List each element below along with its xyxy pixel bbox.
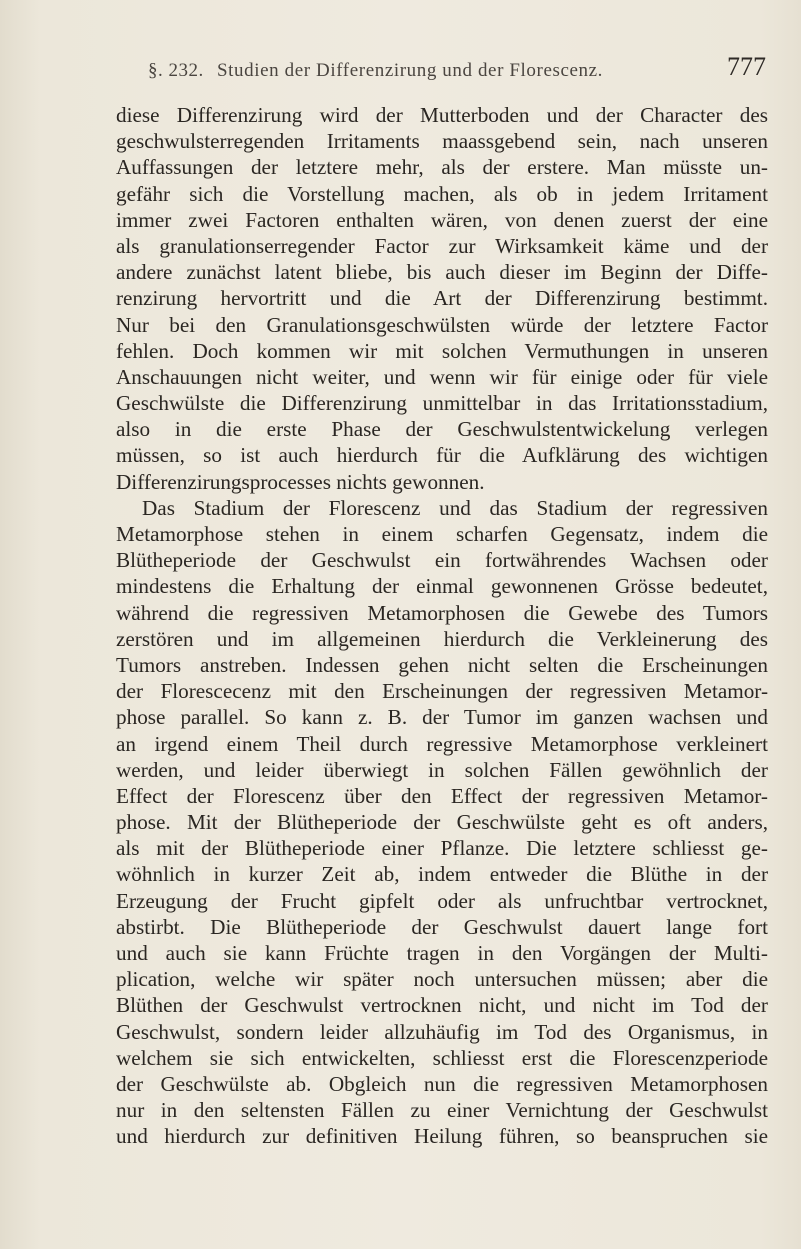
- text-line: müssen, so ist auch hierdurch für die Aufklärung des wichtigen: [116, 443, 768, 468]
- text-line: zerstören und im allgemeinen hierdurch die Verkleinerung des: [116, 626, 768, 651]
- text-line: fehlen. Doch kommen wir mit solchen Vermuthungen in unseren: [116, 338, 768, 363]
- text-line: welchem sie sich entwickelten, schliesst erst die Florescenzperiode: [116, 1045, 768, 1070]
- text-line: der Florescecenz mit den Erscheinungen der regressiven Metamor-: [116, 679, 768, 704]
- text-line: Erzeugung der Frucht gipfelt oder als unfruchtbar vertrocknet,: [116, 888, 768, 913]
- text-line: phose parallel. So kann z. B. der Tumor im ganzen wachsen und: [116, 705, 768, 730]
- text-line: wöhnlich in kurzer Zeit ab, indem entweder die Blüthe in der: [116, 862, 768, 887]
- text-line: renzirung hervortritt und die Art der Differenzirung bestimmt.: [116, 286, 768, 311]
- text-line: Geschwulst, sondern leider allzuhäufig im Tod des Organismus, in: [116, 1019, 768, 1044]
- page-number: 777: [727, 52, 766, 81]
- text-line: Differenzirungsprocesses nichts gewonnen.: [116, 469, 485, 494]
- text-line: und hierdurch zur definitiven Heilung führen, so beanspruchen sie: [116, 1124, 768, 1149]
- section-number: §. 232.: [148, 60, 204, 81]
- text-line: Blüthen der Geschwulst vertrocknen nicht, und nicht im Tod der: [116, 993, 768, 1018]
- text-line: abstirbt. Die Blütheperiode der Geschwulst dauert lange fort: [116, 914, 768, 939]
- text-line: Effect der Florescenz über den Effect der regressiven Metamor-: [116, 783, 768, 808]
- body-text: [116, 102, 768, 1150]
- text-line: Metamorphose stehen in einem scharfen Gegensatz, indem die: [116, 522, 768, 546]
- text-line: als mit der Blütheperiode einer Pflanze. Die letztere schliesst ge-: [116, 836, 768, 861]
- text-line: diese Differenzirung wird der Mutterboden und der Character des: [116, 103, 768, 127]
- text-line: andere zunächst latent bliebe, bis auch dieser im Beginn der Diffe-: [116, 260, 768, 285]
- text-line: an irgend einem Theil durch regressive Metamorphose verkleinert: [116, 731, 768, 756]
- text-line: und auch sie kann Früchte tragen in den Vorgängen der Multi-: [116, 941, 768, 965]
- text-line: Auffassungen der letztere mehr, als der erstere. Man müsste un-: [116, 155, 768, 180]
- text-line: also in die erste Phase der Geschwulstentwickelung verlegen: [116, 417, 768, 442]
- header-left: [148, 60, 603, 82]
- text-line: Geschwülste die Differenzirung unmittelbar in das Irritationsstadium,: [116, 391, 768, 416]
- text-line: Das Stadium der Florescenz und das Stadium der regressiven: [142, 495, 768, 520]
- text-line: geschwulsterregenden Irritaments maassgebend sein, nach unseren: [116, 129, 768, 154]
- text-line: der Geschwülste ab. Obgleich nun die regressiven Metamorphosen: [116, 1071, 768, 1096]
- running-header: [108, 48, 774, 88]
- text-line: gefähr sich die Vorstellung machen, als ob in jedem Irritament: [116, 181, 768, 206]
- text-line: immer zwei Factoren enthalten wären, von denen zuerst der eine: [116, 207, 768, 232]
- text-line: Tumors anstreben. Indessen gehen nicht selten die Erscheinungen: [116, 652, 768, 677]
- text-line: mindestens die Erhaltung der einmal gewonnenen Grösse bedeutet,: [116, 574, 768, 599]
- text-line: Anschauungen nicht weiter, und wenn wir für einige oder für viele: [116, 364, 768, 389]
- text-line: Nur bei den Granulationsgeschwülsten würde der letztere Factor: [116, 312, 768, 337]
- text-line: phose. Mit der Blütheperiode der Geschwülste geht es oft anders,: [116, 810, 768, 835]
- text-line: werden, und leider überwiegt in solchen Fällen gewöhnlich der: [116, 757, 768, 782]
- text-line: nur in den seltensten Fällen zu einer Vernichtung der Geschwulst: [116, 1098, 768, 1123]
- text-line: Blütheperiode der Geschwulst ein fortwährendes Wachsen oder: [116, 548, 768, 573]
- running-title: Studien der Differenzirung und der Florescenz.: [217, 60, 604, 81]
- text-line: plication, welche wir später noch untersuchen müssen; aber die: [116, 967, 768, 992]
- text-line: als granulationserregender Factor zur Wirksamkeit käme und der: [116, 233, 768, 258]
- text-line: während die regressiven Metamorphosen die Gewebe des Tumors: [116, 600, 768, 625]
